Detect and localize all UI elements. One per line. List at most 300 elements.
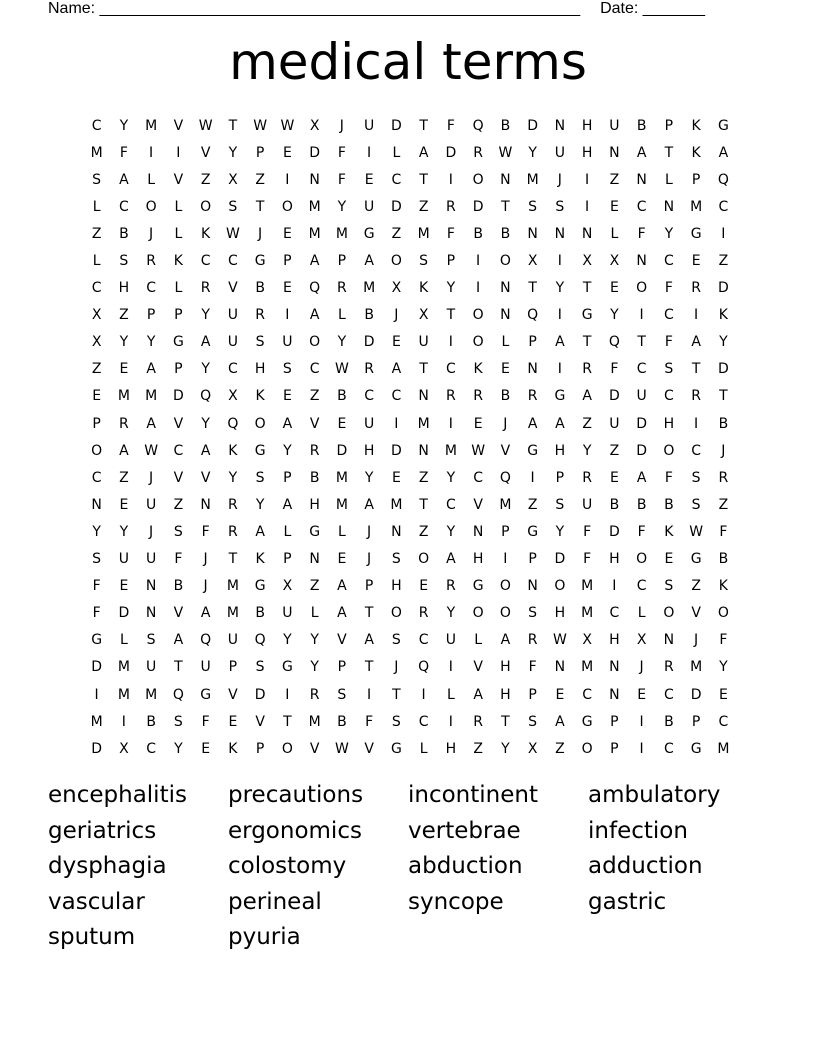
grid-letter: M xyxy=(308,713,321,730)
word-list-item: dysphagia xyxy=(48,853,167,879)
grid-letter: V xyxy=(337,632,347,649)
grid-row xyxy=(83,139,737,166)
grid-letter: U xyxy=(227,632,238,649)
grid-letter: A xyxy=(337,605,347,622)
grid-letter: F xyxy=(92,578,101,595)
grid-letter: A xyxy=(309,253,320,270)
grid-letter: N xyxy=(636,253,647,270)
grid-letter: B xyxy=(473,225,483,242)
grid-letter: Q xyxy=(608,334,620,351)
grid-letter: A xyxy=(119,442,129,459)
grid-letter: I xyxy=(612,578,617,595)
grid-letter: Y xyxy=(146,334,156,351)
grid-letter: A xyxy=(146,415,156,432)
grid-letter: U xyxy=(636,388,647,405)
grid-letter: M xyxy=(335,469,348,486)
grid-letter: N xyxy=(554,117,566,134)
grid-letter: Y xyxy=(201,361,210,378)
word-list-item: adduction xyxy=(588,853,703,879)
grid-letter: F xyxy=(637,225,646,242)
grid-letter: Y xyxy=(664,225,674,242)
grid-letter: R xyxy=(473,388,483,405)
grid-letter: A xyxy=(718,144,729,161)
grid-letter: B xyxy=(664,496,674,513)
grid-letter: J xyxy=(367,523,372,540)
grid-letter: Z xyxy=(255,171,265,188)
grid-letter: E xyxy=(282,280,292,297)
grid-letter: P xyxy=(255,144,265,161)
grid-letter: K xyxy=(419,280,429,297)
grid-letter: P xyxy=(528,334,537,351)
grid-letter: O xyxy=(200,198,212,215)
grid-letter: R xyxy=(446,198,456,215)
grid-letter: T xyxy=(419,117,428,134)
grid-row xyxy=(83,302,737,329)
grid-letter: I xyxy=(448,171,453,188)
grid-letter: Y xyxy=(201,307,210,324)
grid-letter: O xyxy=(91,442,103,459)
grid-letter: Y xyxy=(92,523,101,540)
grid-letter: L xyxy=(310,605,319,622)
grid-letter: J xyxy=(557,171,562,188)
grid-letter: J xyxy=(149,225,154,242)
grid-letter: G xyxy=(172,334,184,351)
grid-letter: A xyxy=(691,334,701,351)
grid-letter: X xyxy=(309,117,320,134)
grid-letter: Y xyxy=(310,659,319,676)
grid-row xyxy=(83,247,737,274)
grid-letter: O xyxy=(554,578,566,595)
grid-letter: C xyxy=(91,469,102,486)
grid-letter: U xyxy=(609,117,620,134)
grid-letter: I xyxy=(557,361,562,378)
grid-letter: U xyxy=(227,307,238,324)
grid-letter: R xyxy=(418,605,429,622)
grid-letter: L xyxy=(174,225,183,242)
grid-letter: E xyxy=(228,713,238,730)
grid-letter: S xyxy=(528,198,538,215)
grid-letter: V xyxy=(228,686,238,703)
grid-letter: V xyxy=(200,469,211,486)
grid-letter: Q xyxy=(254,632,266,649)
grid-letter: C xyxy=(663,740,674,757)
grid-letter: E xyxy=(691,253,701,270)
grid-letter: B xyxy=(500,225,511,242)
grid-letter: A xyxy=(337,578,347,595)
grid-letter: S xyxy=(691,496,701,513)
grid-letter: I xyxy=(476,253,481,270)
grid-letter: M xyxy=(526,171,539,188)
grid-letter: Q xyxy=(227,415,239,432)
grid-letter: C xyxy=(227,253,238,270)
grid-letter: P xyxy=(446,253,456,270)
grid-letter: H xyxy=(663,415,675,432)
grid-letter: W xyxy=(689,523,704,540)
grid-letter: X xyxy=(391,280,402,297)
grid-letter: Z xyxy=(609,171,620,188)
grid-letter: T xyxy=(174,659,183,676)
grid-letter: Z xyxy=(691,578,701,595)
grid-letter: D xyxy=(445,144,457,161)
grid-letter: B xyxy=(337,388,347,405)
grid-letter: K xyxy=(255,388,265,405)
word-list-item: pyuria xyxy=(228,924,301,950)
grid-letter: H xyxy=(609,632,620,649)
grid-letter: C xyxy=(418,713,429,730)
grid-letter: U xyxy=(146,551,157,568)
grid-letter: D xyxy=(390,442,402,459)
grid-letter: F xyxy=(446,117,455,134)
grid-letter: I xyxy=(448,334,453,351)
grid-letter: U xyxy=(146,496,157,513)
grid-letter: A xyxy=(446,551,456,568)
grid-letter: M xyxy=(117,686,130,703)
grid-letter: B xyxy=(500,388,511,405)
grid-letter: D xyxy=(527,117,539,134)
grid-letter: I xyxy=(285,686,290,703)
grid-letter: Y xyxy=(283,442,292,459)
grid-letter: E xyxy=(419,578,429,595)
grid-letter: L xyxy=(664,171,673,188)
grid-letter: A xyxy=(636,469,647,486)
grid-row xyxy=(83,708,737,735)
grid-letter: S xyxy=(555,198,565,215)
grid-letter: I xyxy=(721,225,726,242)
grid-letter: T xyxy=(528,280,537,297)
grid-letter: I xyxy=(176,144,181,161)
grid-letter: T xyxy=(582,334,592,351)
grid-letter: W xyxy=(471,442,486,459)
grid-letter: Z xyxy=(527,496,538,513)
grid-letter: E xyxy=(718,686,728,703)
grid-letter: L xyxy=(147,171,156,188)
grid-letter: N xyxy=(609,144,620,161)
grid-letter: Q xyxy=(527,307,539,324)
grid-letter: K xyxy=(473,361,483,378)
grid-letter: R xyxy=(664,659,674,676)
grid-letter: I xyxy=(121,713,126,730)
grid-letter: F xyxy=(201,713,210,730)
grid-letter: Z xyxy=(119,469,129,486)
grid-letter: M xyxy=(335,496,348,513)
grid-letter: H xyxy=(363,442,375,459)
grid-letter: I xyxy=(448,659,453,676)
grid-letter: P xyxy=(555,469,565,486)
grid-letter: D xyxy=(472,198,484,215)
grid-letter: F xyxy=(583,551,592,568)
grid-letter: Z xyxy=(582,415,592,432)
grid-letter: E xyxy=(555,686,565,703)
grid-letter: O xyxy=(636,551,648,568)
grid-letter: O xyxy=(309,334,321,351)
grid-letter: N xyxy=(145,578,157,595)
grid-letter: Y xyxy=(283,632,292,649)
grid-letter: C xyxy=(391,171,402,188)
grid-letter: Z xyxy=(119,307,129,324)
word-list-item: abduction xyxy=(408,853,523,879)
grid-letter: M xyxy=(226,605,239,622)
grid-letter: N xyxy=(581,225,593,242)
grid-letter: U xyxy=(282,334,293,351)
grid-letter: X xyxy=(418,307,429,324)
grid-letter: S xyxy=(146,632,156,649)
grid-letter: H xyxy=(581,144,593,161)
grid-letter: U xyxy=(609,415,620,432)
grid-letter: C xyxy=(663,686,674,703)
grid-letter: Q xyxy=(172,686,184,703)
grid-letter: S xyxy=(255,334,265,351)
grid-letter: A xyxy=(364,253,374,270)
grid-letter: M xyxy=(690,659,703,676)
grid-row xyxy=(83,681,737,708)
grid-letter: S xyxy=(419,253,429,270)
grid-letter: J xyxy=(394,307,399,324)
grid-letter: E xyxy=(282,225,292,242)
grid-letter: F xyxy=(446,225,455,242)
grid-letter: I xyxy=(585,198,590,215)
word-list-item: precautions xyxy=(228,782,364,808)
grid-letter: F xyxy=(92,605,101,622)
grid-letter: S xyxy=(555,496,565,513)
grid-letter: E xyxy=(609,469,619,486)
grid-letter: D xyxy=(363,334,375,351)
grid-letter: B xyxy=(255,280,265,297)
grid-letter: A xyxy=(636,144,647,161)
grid-letter: L xyxy=(637,605,646,622)
grid-letter: W xyxy=(225,225,240,242)
grid-letter: R xyxy=(582,361,592,378)
grid-letter: D xyxy=(717,361,729,378)
grid-letter: V xyxy=(364,740,374,757)
grid-letter: Y xyxy=(719,659,728,676)
grid-letter: N xyxy=(527,225,538,242)
grid-row xyxy=(83,166,737,193)
grid-letter: B xyxy=(364,307,374,324)
grid-letter: P xyxy=(610,740,619,757)
grid-letter: M xyxy=(363,280,376,297)
grid-letter: R xyxy=(473,144,483,161)
grid-letter: O xyxy=(418,551,430,568)
grid-letter: G xyxy=(527,523,539,540)
grid-letter: L xyxy=(337,523,346,540)
grid-letter: N xyxy=(527,578,538,595)
grid-letter: R xyxy=(309,442,320,459)
grid-letter: U xyxy=(227,334,238,351)
grid-letter: B xyxy=(636,117,647,134)
grid-letter: T xyxy=(582,280,592,297)
grid-letter: I xyxy=(421,686,426,703)
grid-letter: F xyxy=(664,469,673,486)
grid-letter: R xyxy=(228,523,238,540)
grid-letter: A xyxy=(500,632,511,649)
grid-letter: D xyxy=(608,388,620,405)
grid-letter: V xyxy=(691,605,701,622)
grid-letter: O xyxy=(717,605,729,622)
grid-letter: A xyxy=(282,496,293,513)
grid-letter: D xyxy=(309,144,321,161)
grid-letter: G xyxy=(200,686,212,703)
grid-letter: T xyxy=(364,659,374,676)
grid-letter: T xyxy=(228,551,238,568)
grid-letter: C xyxy=(118,198,129,215)
grid-letter: S xyxy=(92,551,102,568)
grid-letter: L xyxy=(283,523,292,540)
grid-letter: S xyxy=(664,578,674,595)
grid-letter: A xyxy=(282,415,293,432)
grid-letter: W xyxy=(498,144,513,161)
grid-letter: L xyxy=(92,198,101,215)
grid-letter: F xyxy=(610,361,619,378)
grid-row xyxy=(83,410,737,437)
grid-letter: K xyxy=(255,551,265,568)
grid-letter: O xyxy=(663,605,675,622)
grid-letter: B xyxy=(146,713,156,730)
grid-letter: L xyxy=(419,740,428,757)
grid-letter: A xyxy=(255,523,265,540)
grid-letter: E xyxy=(664,551,674,568)
grid-letter: C xyxy=(309,361,320,378)
grid-letter: J xyxy=(694,632,699,649)
grid-letter: P xyxy=(174,361,183,378)
grid-row xyxy=(83,735,737,762)
grid-letter: W xyxy=(334,740,349,757)
grid-letter: T xyxy=(501,713,510,730)
grid-letter: Q xyxy=(200,388,212,405)
grid-letter: Y xyxy=(555,280,565,297)
grid-letter: A xyxy=(418,144,429,161)
grid-letter: L xyxy=(446,686,455,703)
grid-letter: H xyxy=(472,551,484,568)
grid-letter: E xyxy=(119,361,129,378)
word-list-item: vascular xyxy=(48,888,145,915)
grid-letter: V xyxy=(500,442,511,459)
grid-letter: Y xyxy=(719,334,728,351)
word-list-item: perineal xyxy=(228,888,322,915)
grid-letter: Y xyxy=(446,523,456,540)
grid-letter: J xyxy=(503,415,508,432)
grid-letter: D xyxy=(554,551,566,568)
grid-letter: B xyxy=(664,713,674,730)
grid-letter: N xyxy=(418,388,429,405)
grid-letter: S xyxy=(391,632,401,649)
grid-letter: N xyxy=(309,171,320,188)
grid-letter: W xyxy=(144,442,159,459)
grid-letter: L xyxy=(337,307,346,324)
grid-letter: S xyxy=(92,171,102,188)
grid-letter: E xyxy=(391,469,401,486)
grid-letter: M xyxy=(90,713,103,730)
grid-letter: S xyxy=(528,713,538,730)
grid-letter: C xyxy=(173,442,184,459)
grid-letter: Y xyxy=(255,496,265,513)
grid-letter: W xyxy=(280,117,295,134)
grid-letter: V xyxy=(309,415,320,432)
grid-letter: B xyxy=(255,605,265,622)
grid-letter: O xyxy=(472,307,484,324)
grid-letter: B xyxy=(609,496,620,513)
grid-letter: G xyxy=(690,225,702,242)
grid-letter: P xyxy=(174,307,183,324)
grid-letter: P xyxy=(528,551,537,568)
grid-letter: U xyxy=(146,659,157,676)
grid-letter: E xyxy=(282,388,292,405)
grid-letter: R xyxy=(228,496,238,513)
grid-letter: X xyxy=(582,632,592,649)
grid-letter: E xyxy=(609,280,619,297)
grid-letter: K xyxy=(691,117,701,134)
grid-letter: F xyxy=(719,632,728,649)
grid-letter: Z xyxy=(473,740,483,757)
grid-letter: U xyxy=(554,144,565,161)
grid-row xyxy=(83,491,737,518)
grid-letter: N xyxy=(500,171,511,188)
grid-letter: Y xyxy=(446,469,456,486)
grid-letter: C xyxy=(91,280,102,297)
grid-letter: K xyxy=(201,225,211,242)
grid-letter: C xyxy=(663,253,674,270)
grid-letter: O xyxy=(390,605,402,622)
grid-letter: E xyxy=(500,361,510,378)
word-list-item: gastric xyxy=(588,888,667,915)
grid-letter: N xyxy=(527,361,538,378)
grid-letter: N xyxy=(418,442,429,459)
grid-letter: O xyxy=(499,253,511,270)
grid-letter: B xyxy=(173,578,184,595)
grid-letter: K xyxy=(228,442,238,459)
grid-letter: T xyxy=(637,334,646,351)
grid-letter: N xyxy=(663,632,675,649)
grid-letter: P xyxy=(664,117,674,134)
grid-letter: C xyxy=(146,740,157,757)
grid-letter: U xyxy=(364,415,375,432)
grid-row xyxy=(83,356,737,383)
grid-letter: S xyxy=(255,659,265,676)
grid-letter: S xyxy=(282,361,292,378)
grid-row xyxy=(83,383,737,410)
grid-letter: J xyxy=(258,225,263,242)
grid-letter: C xyxy=(718,713,729,730)
grid-letter: G xyxy=(390,740,402,757)
grid-letter: Y xyxy=(337,198,347,215)
grid-letter: G xyxy=(281,659,293,676)
grid-letter: K xyxy=(173,253,183,270)
grid-letter: Y xyxy=(310,632,319,649)
grid-letter: X xyxy=(228,171,238,188)
grid-letter: T xyxy=(419,171,428,188)
grid-letter: Z xyxy=(418,469,429,486)
grid-letter: M xyxy=(717,740,730,757)
grid-letter: A xyxy=(146,361,156,378)
grid-letter: P xyxy=(364,578,374,595)
grid-letter: D xyxy=(636,442,648,459)
grid-letter: E xyxy=(92,388,102,405)
grid-letter: C xyxy=(200,253,211,270)
grid-letter: M xyxy=(117,659,130,676)
grid-letter: C xyxy=(691,442,702,459)
grid-letter: I xyxy=(476,280,481,297)
grid-letter: D xyxy=(91,659,103,676)
grid-letter: C xyxy=(636,361,647,378)
grid-letter: H xyxy=(500,659,511,676)
grid-letter: Q xyxy=(200,632,212,649)
grid-letter: A xyxy=(200,334,211,351)
grid-letter: K xyxy=(691,144,701,161)
grid-letter: X xyxy=(91,307,102,324)
grid-letter: J xyxy=(394,659,399,676)
grid-letter: D xyxy=(717,280,729,297)
grid-letter: Y xyxy=(119,334,129,351)
grid-letter: W xyxy=(334,361,349,378)
